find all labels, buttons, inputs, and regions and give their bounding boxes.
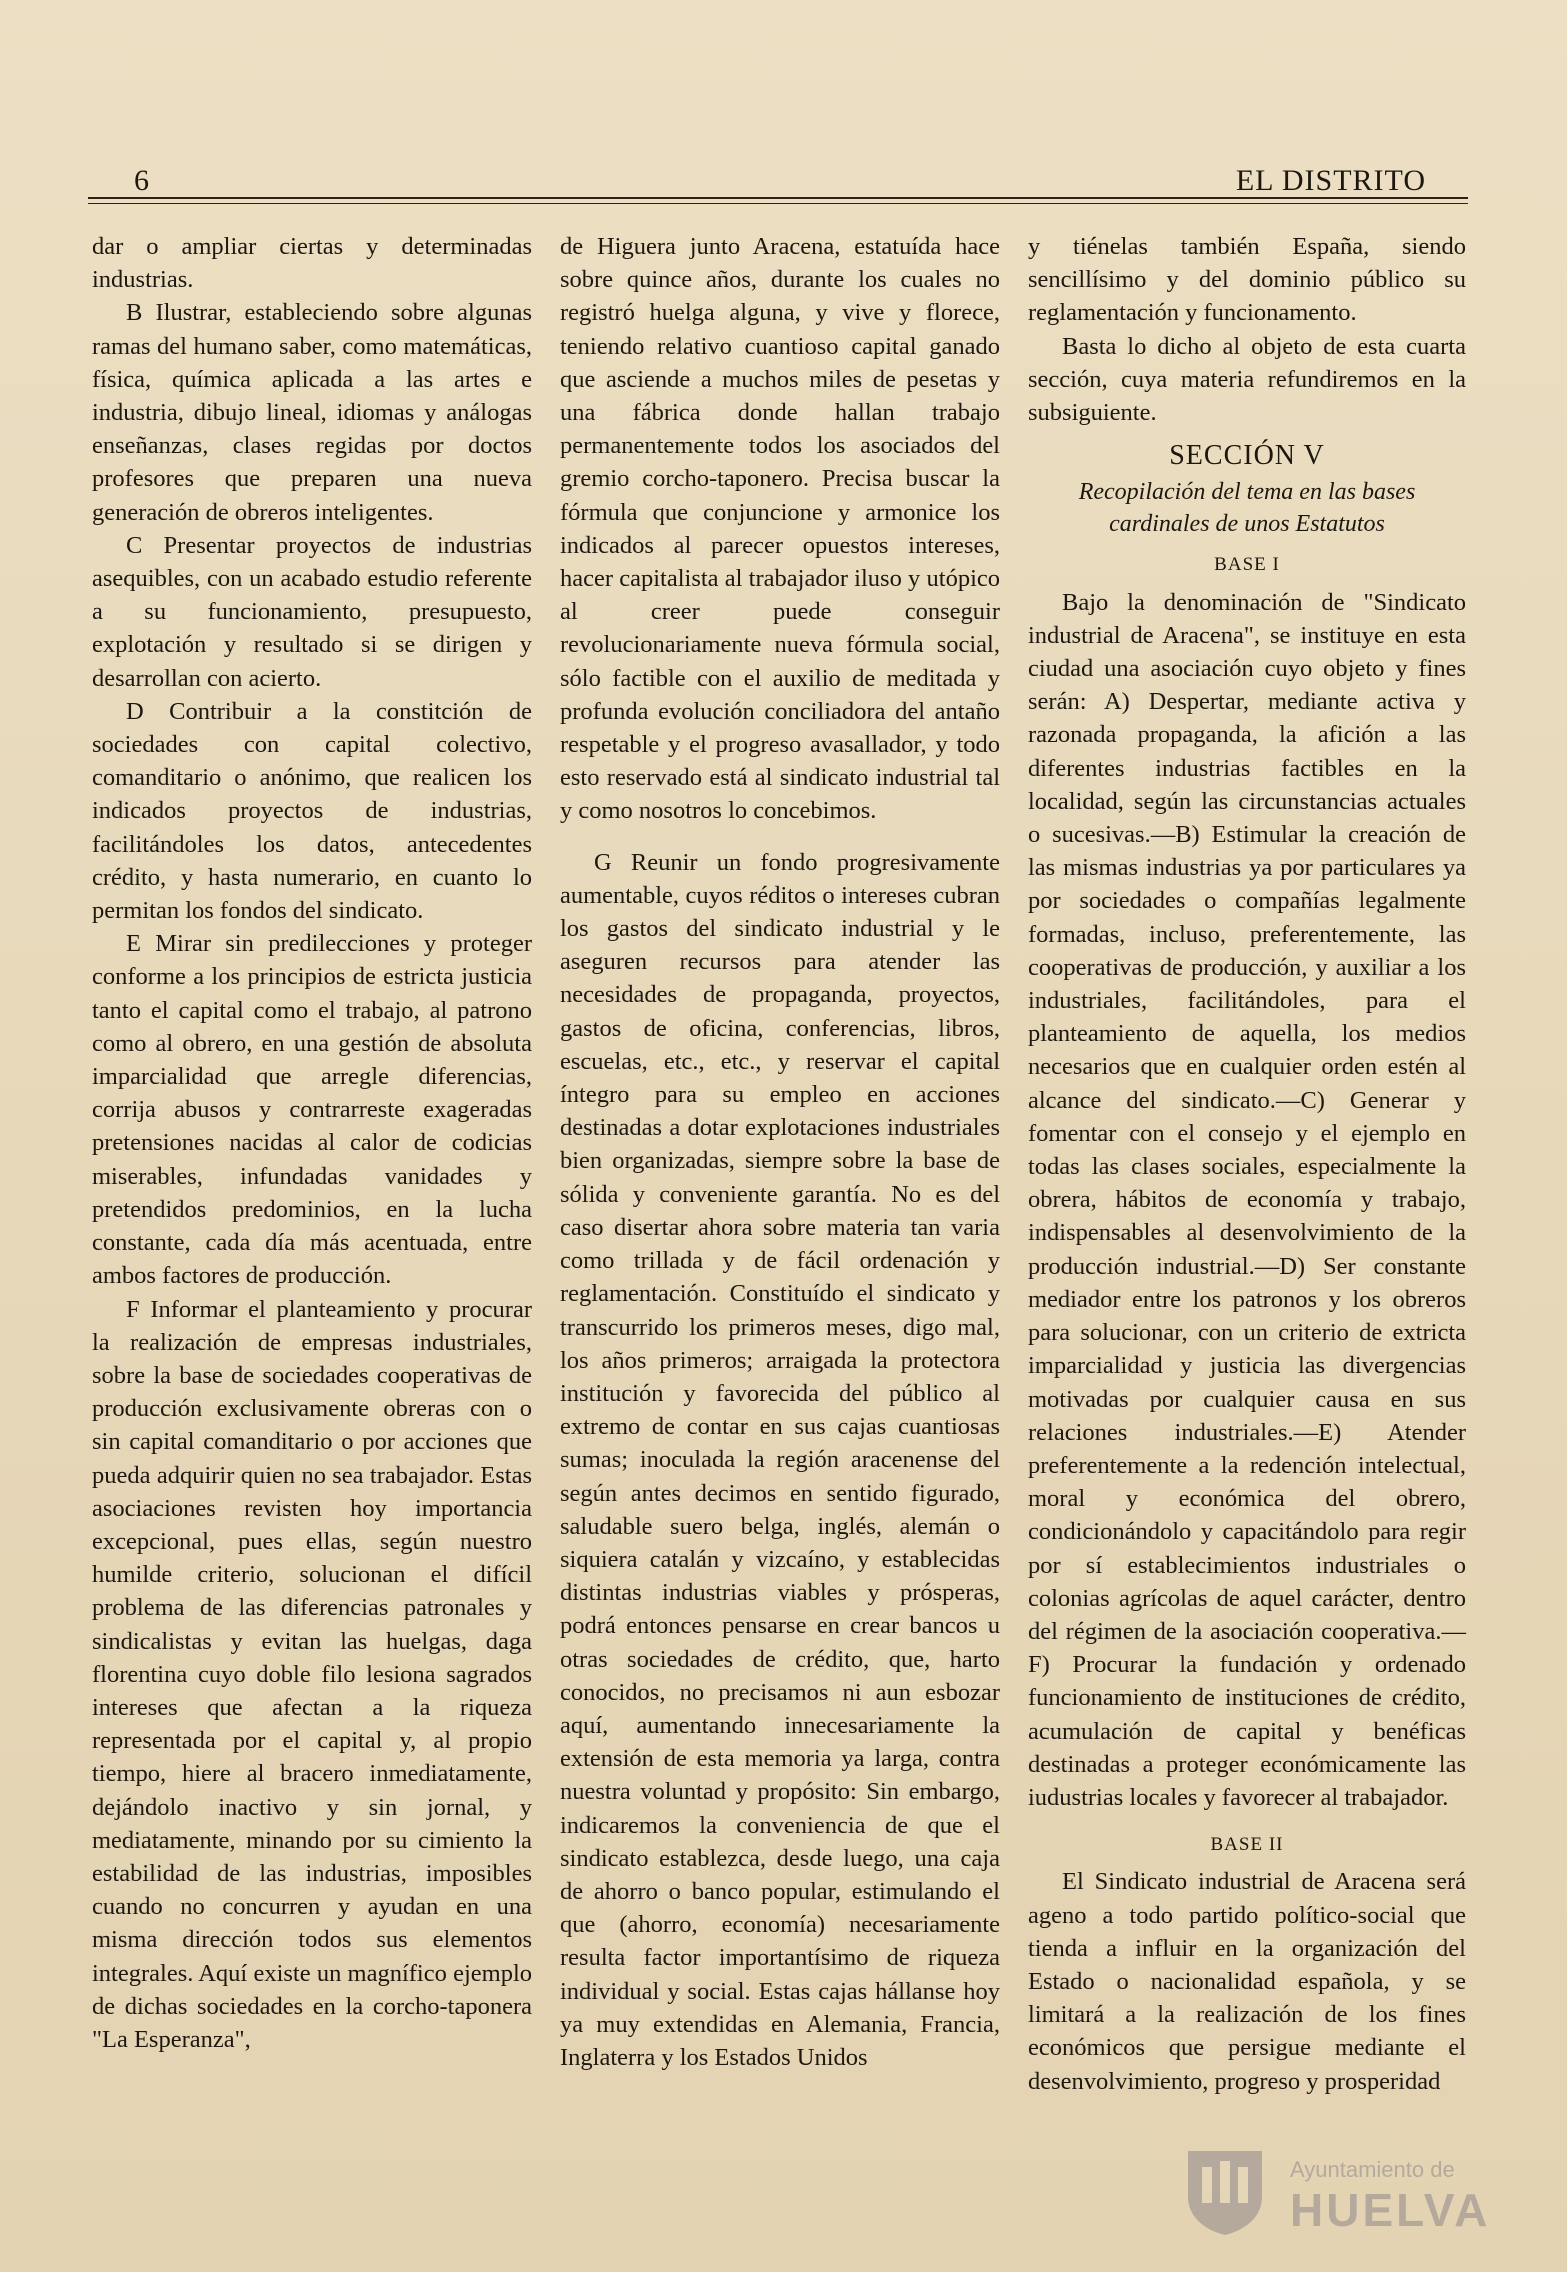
column-3: [1028, 230, 1466, 2098]
paragraph: E Mirar sin predilecciones y proteger conforme a los principios de estricta justicia tanto el capital como el trabajo, al patrono como al obrero, en una gestión de absoluta imparcialidad que arregle diferencias, corrija abusos y contrarreste exageradas pretensiones nacidas al calor de codicias miserables, infundadas vanidades y pretendidos predominios, en la lucha constante, cada día más acentuada, entre ambos factores de producción.: [92, 930, 532, 1290]
watermark: [1180, 2145, 1510, 2240]
base-heading: BASE II: [1210, 1834, 1284, 1856]
header-rule: [88, 197, 1468, 199]
header-rule-thin: [88, 203, 1468, 204]
page-header: [88, 160, 1468, 198]
column-1: [92, 230, 532, 2056]
city-crest-icon: [1180, 2145, 1270, 2237]
section-title: SECCIÓN V: [1169, 440, 1325, 472]
paragraph: y tiénelas también España, siendo sencillísimo y del dominio público su reglamentación y funcionamento.: [1028, 233, 1466, 327]
section-subtitle: Recopilación del tema en las bases cardinales de unos Estatutos: [1078, 479, 1416, 538]
paragraph: F Informar el planteamiento y procurar la realización de empresas industriales, sobre la base de sociedades cooperativas de producción exclusivamente obreras con o sin capital comanditario o por acciones que pueda adquirir quien no sea trabajador. Estas asociaciones revisten hoy importancia excepcional, pues ellas, según nuestro humilde criterio, solucionan el difícil problema de las diferencias patronales y sindicalistas y evitan las huelgas, daga florentina cuyo doble filo lesiona sagrados intereses que afectan a la riqueza representada por el capital y, al propio tiempo, hiere al bracero inmediatamente, dejándolo inactivo y sin jornal, y mediatamente, minando por su cimiento la estabilidad de las industrias, imposibles cuando no concurren y ayudan en una misma dirección todos sus elementos integrales. Aquí existe un magnífico ejemplo de dichas sociedades en la corcho-taponera "La Esperanza",: [92, 1295, 532, 2053]
paragraph: Bajo la denominación de "Sindicato industrial de Aracena", se instituye en esta ciudad una asociación cuyo objeto y fines serán: A) Despertar, mediante activa y razonada propaganda, la afición a las diferentes industrias factibles en la localidad, según las circunstancias actuales o sucesivas.—B) Estimular la creación de las mismas industrias ya por particulares ya por sociedades o compañías legalmente formadas, incluso, preferentemente, las cooperativas de producción, y auxiliar a los industriales, facilitándoles, para el planteamiento de aquella, los medios necesarios que en cualquier orden estén al alcance del sindicato.—C) Generar y fomentar con el consejo y el ejemplo en todas las clases sociales, especialmente la obrera, hábitos de economía y trabajo, indispensables al desenvolvimiento de la producción industrial.—D) Ser constante mediador entre los patronos y los obreros para solucionar, con un criterio de extricta imparcialidad y justicia las divergencias motivadas por cualquier causa en sus relaciones industriales.—E) Atender preferentemente a la redención intelectual, moral y económica del obrero, condicionándolo y capacitándolo para regir por sí establecimientos industriales o colonias agrícolas de aquel carácter, dentro del régimen de la asociación cooperativa.—F) Procurar la fundación y ordenado funcionamiento de instituciones de crédito, acumulación de capital y benéficas destinadas a proteger económicamente las iudustrias locales y favorecer al trabajador.: [1028, 588, 1466, 1811]
running-title: EL DISTRITO: [1235, 164, 1426, 197]
page-number: 6: [134, 164, 149, 197]
paragraph: El Sindicato industrial de Aracena será ageno a todo partido político-social que tienda a influir en la organización del Estado o nacionalidad española, y se limitará a la realización de los fines económicos que persigue mediante el desenvolvimiento, progreso y prosperidad: [1028, 1868, 1466, 2095]
watermark-line-2: HUELVA: [1290, 2184, 1491, 2236]
paragraph: G Reunir un fondo progresivamente aumentable, cuyos réditos o intereses cubran los gastos del sindicato industrial y le aseguren recursos para atender las necesidades de propaganda, proyectos, gastos de oficina, conferencias, libros, escuelas, etc., etc., y reservar el capital íntegro para su empleo en acciones destinadas a dotar explotaciones industriales bien organizadas, siempre sobre la base de sólida y conveniente garantía. No es del caso disertar ahora sobre materia tan varia como trillada y de fácil ordenación y reglamentación. Constituído el sindicato y transcurrido los primeros meses, digo mal, los años primeros; arraigada la protectora institución y favorecida del público al extremo de contar en sus cajas cuantiosas sumas; inoculada la región aracenense del según antes decimos en sentido figurado, saludable suero belga, inglés, alemán o siquiera catalán y vizcaíno, y establecidas distintas industrias viables y prósperas, podrá entonces pensarse en crear bancos u otras sociedades de crédito, que, harto conocidos, no precisamos ni aun esbozar aquí, aumentando innecesariamente la extensión de esta memoria ya larga, contra nuestra voluntad y propósito: Sin embargo, indicaremos la conveniencia de que el sindicato establezca, desde luego, una caja de ahorro o banco popular, estimulando el que (ahorro, economía) necesariamente resulta factor importantísimo de riqueza individual y social. Estas cajas hállanse hoy ya muy extendidas en Alemania, Francia, Inglaterra y los Estados Unidos: [560, 848, 1000, 2071]
column-2: [560, 230, 1000, 2074]
paragraph: B Ilustrar, estableciendo sobre algunas ramas del humano saber, como matemáticas, física, química aplicada a las artes e industria, dibujo lineal, idiomas y análogas enseñanzas, clases regidas por doctos profesores que preparen una nueva generación de obreros inteligentes.: [92, 299, 532, 526]
watermark-line-1: Ayuntamiento de: [1290, 2157, 1455, 2182]
paragraph: dar o ampliar ciertas y determinadas industrias.: [92, 233, 532, 294]
paragraph: de Higuera junto Aracena, estatuída hace sobre quince años, durante los cuales no registró huelga alguna, y vive y florece, teniendo relativo cuantioso capital ganado que asciende a muchos miles de pesetas y una fábrica donde hallan trabajo permanentemente todos los asociados del gremio corcho-taponero. Precisa buscar la fórmula que conjuncione y armonice los indicados al parecer opuestos intereses, hacer capitalista al trabajador iluso y utópico al creer puede conseguir revolucionariamente nueva fórmula social, sólo factible con el auxilio de meditada y profunda evolución conciliadora del antaño respetable y el progreso avasallador, y todo esto reservado está al sindicato industrial tal y como nosotros lo concebimos.: [560, 233, 1000, 825]
paragraph: C Presentar proyectos de industrias asequibles, con un acabado estudio referente a su funcionamiento, presupuesto, explotación y resultado si se dirigen y desarrollan con acierto.: [92, 531, 532, 692]
paragraph: Basta lo dicho al objeto de esta cuarta sección, cuya materia refundiremos en la subsiguiente.: [1028, 332, 1466, 427]
paragraph: D Contribuir a la constitción de sociedades con capital colectivo, comanditario o anónimo, que realicen los indicados proyectos de industrias, facilitándoles los datos, antecedentes crédito, y hasta numerario, en cuanto lo permitan los fondos del sindicato.: [92, 697, 532, 925]
base-heading: BASE I: [1214, 554, 1280, 576]
